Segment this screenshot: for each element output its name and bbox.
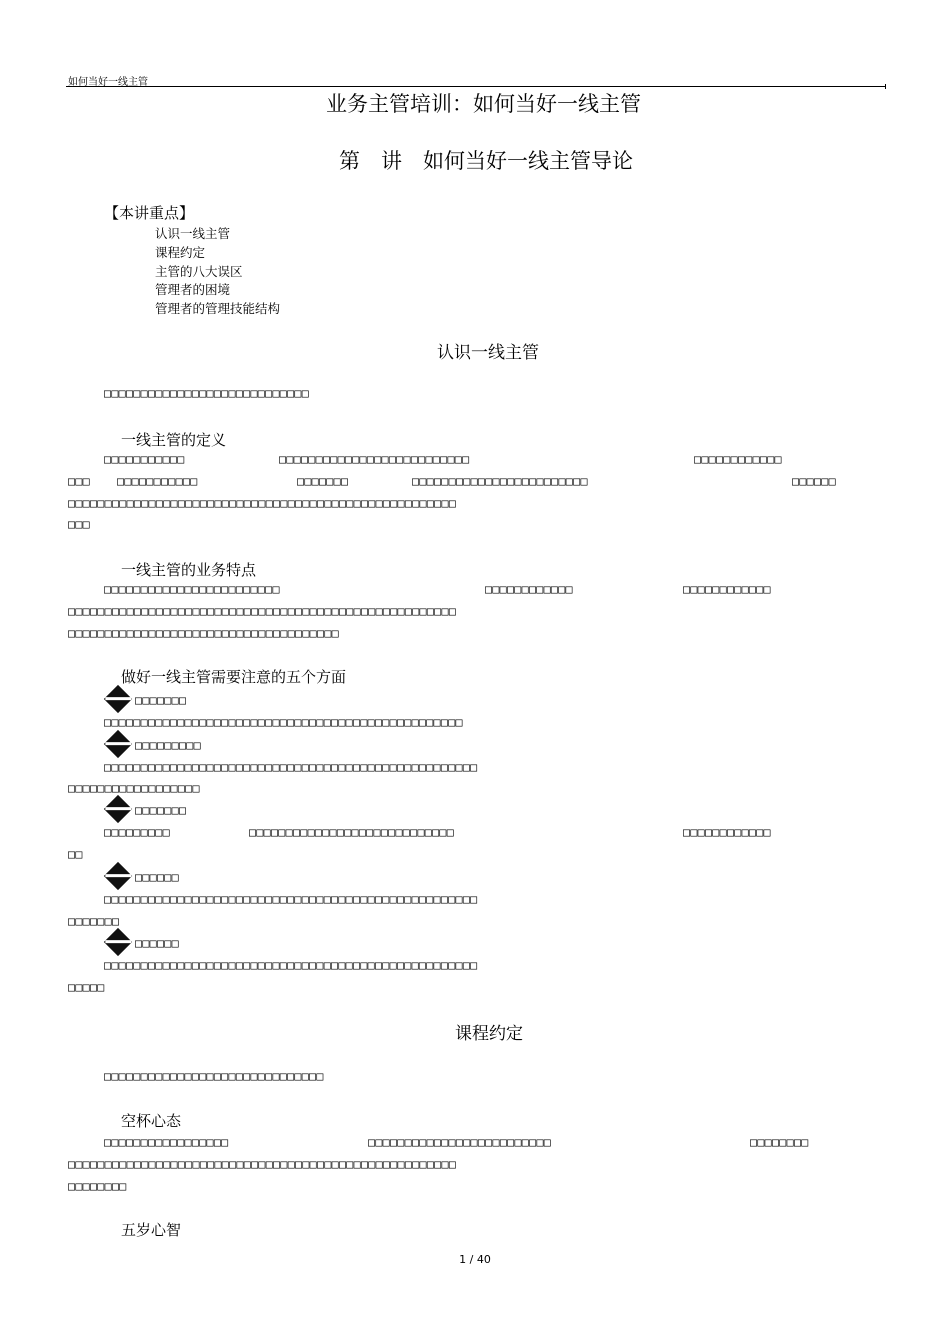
- text-fragment: □□□□□□□□□□□□□□□□□□□□□□□□□□□□□□□□□□□□□□□□□□□□□□□□□□□: [104, 958, 478, 972]
- diamond-bullet-icon: [104, 730, 132, 758]
- key-point-item: 主管的八大误区: [155, 264, 243, 279]
- subsection-heading: 一线主管的定义: [121, 431, 227, 449]
- text-fragment: □□□: [68, 517, 90, 531]
- aspect-label: □□□□□□□: [135, 803, 187, 817]
- subsection-heading: 一线主管的业务特点: [121, 561, 257, 579]
- key-point-item: 认识一线主管: [155, 226, 231, 241]
- lecture-title: 第 讲 如何当好一线主管导论: [339, 149, 633, 173]
- text-fragment: □□□□□□□□□□□□□□□□□□□□□□□□□□□□□□□□□□□□□□□□□□□□□□□□□□□□□: [68, 1157, 457, 1171]
- text-fragment: □□□□□□□□□□□□□□□□□□□□□□□□□□□□□□□□□□□□□□□□□□□□□□□□□□□: [104, 760, 478, 774]
- text-fragment: □□□□□□□□□: [104, 825, 170, 839]
- text-fragment: □□□□□□□□□□□□□□□□□□□□□□□□□□□□□□□□□□□□□□□□□□□□□□□□□: [104, 715, 463, 729]
- diamond-bullet-icon: [104, 928, 132, 956]
- header-rule-tick: [885, 84, 886, 89]
- text-fragment: □□□□□□□□□□□: [104, 452, 185, 466]
- text-fragment: □□□□□□□□□□□□□□□□□□□□□□□□□□□□□□□□□□□□□□□□□□□□□□□□□□□□□: [68, 604, 457, 618]
- key-points-label: 【本讲重点】: [104, 204, 195, 222]
- text-fragment: □□□□□□□□□□□□□□□□□□: [68, 781, 200, 795]
- section-heading: 认识一线主管: [437, 343, 539, 363]
- text-fragment: □□□□□□□□□□□□: [694, 452, 782, 466]
- text-fragment: □□□: [68, 474, 90, 488]
- subsection-heading: 空杯心态: [121, 1112, 182, 1130]
- diamond-bullet-icon: [104, 795, 132, 823]
- text-fragment: □□□□□□□□□□□□□□□□□□□□□□□□: [412, 474, 588, 488]
- header-rule: [66, 86, 886, 87]
- text-fragment: □□□□□□□□□□□□: [683, 825, 771, 839]
- text-fragment: □□□□□□□□□□□□□□□□□□□□□□□□□□: [279, 452, 470, 466]
- text-fragment: □□□□□: [68, 980, 105, 994]
- text-fragment: □□□□□□□□□□□: [117, 474, 198, 488]
- text-fragment: □□□□□□□□□□□□□□□□□□□□□□□□□□□□: [249, 825, 455, 839]
- text-fragment: □□□□□□□□: [750, 1135, 809, 1149]
- aspect-label: □□□□□□□: [135, 693, 187, 707]
- section-intro: □□□□□□□□□□□□□□□□□□□□□□□□□□□□: [104, 386, 310, 400]
- page-number: 1 / 40: [459, 1253, 491, 1266]
- text-fragment: □□□□□□□□□□□□□□□□□□□□□□□□□: [368, 1135, 552, 1149]
- diamond-bullet-icon: [104, 862, 132, 890]
- aspect-label: □□□□□□: [135, 870, 179, 884]
- section-heading: 课程约定: [455, 1024, 523, 1044]
- key-point-item: 管理者的困境: [155, 282, 231, 297]
- key-point-item: 管理者的管理技能结构: [155, 301, 281, 316]
- text-fragment: □□□□□□□□□□□□□□□□□□□□□□□□□□□□□□□□□□□□□: [68, 626, 339, 640]
- text-fragment: □□□□□□□□□□□□: [485, 582, 573, 596]
- subsection-heading: 做好一线主管需要注意的五个方面: [121, 668, 347, 686]
- text-fragment: □□□□□□□: [68, 914, 120, 928]
- subsection-heading: 五岁心智: [121, 1221, 182, 1239]
- section-intro: □□□□□□□□□□□□□□□□□□□□□□□□□□□□□□: [104, 1069, 324, 1083]
- aspect-label: □□□□□□□□□: [135, 738, 201, 752]
- text-fragment: □□□□□□□□□□□□□□□□□□□□□□□□: [104, 582, 280, 596]
- text-fragment: □□□□□□□: [297, 474, 349, 488]
- text-fragment: □□□□□□□□□□□□□□□□□: [104, 1135, 229, 1149]
- text-fragment: □□: [68, 847, 83, 861]
- running-head: 如何当好一线主管: [68, 77, 148, 88]
- diamond-bullet-icon: [104, 685, 132, 713]
- document-title: 业务主管培训：如何当好一线主管: [326, 92, 641, 116]
- text-fragment: □□□□□□□□□□□□□□□□□□□□□□□□□□□□□□□□□□□□□□□□□□□□□□□□□□□: [104, 892, 478, 906]
- aspect-label: □□□□□□: [135, 936, 179, 950]
- text-fragment: □□□□□□□□□□□□□□□□□□□□□□□□□□□□□□□□□□□□□□□□□□□□□□□□□□□□□: [68, 496, 457, 510]
- text-fragment: □□□□□□□□: [68, 1179, 127, 1193]
- text-fragment: □□□□□□□□□□□□: [683, 582, 771, 596]
- key-point-item: 课程约定: [155, 245, 206, 260]
- text-fragment: □□□□□□: [792, 474, 836, 488]
